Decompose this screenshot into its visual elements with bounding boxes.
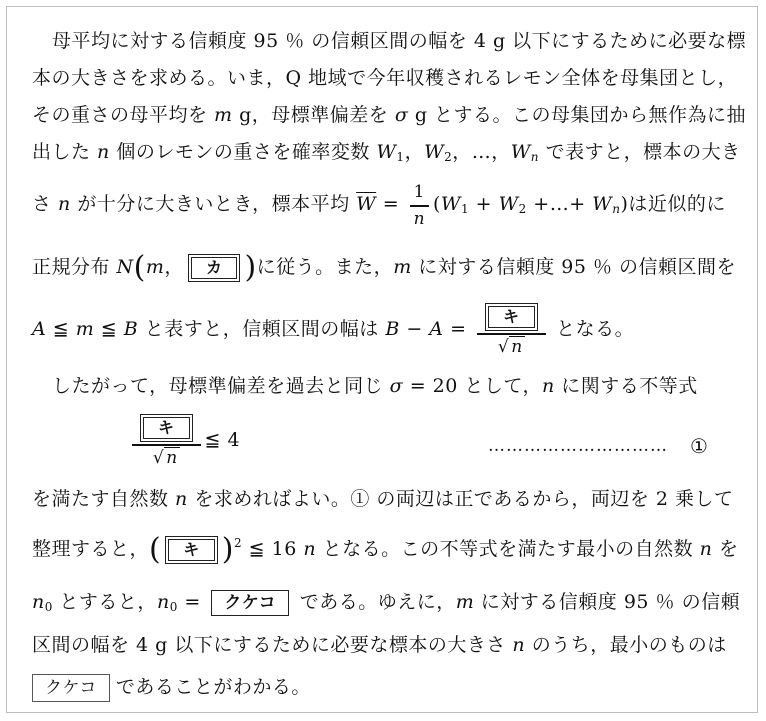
inequality-1: $\frac{\text{キ}}{√ n}$ ≦ 4 bbox=[128, 410, 240, 470]
inequality-fraction: $\frac{\text{キ}}{√ n}$ bbox=[132, 414, 201, 467]
equation-number-1: ① bbox=[690, 434, 708, 458]
text-line-3: その重さの母平均を m g，母標準偏差を σ g とする。この母集団から無作為に抽 bbox=[32, 104, 747, 126]
text-line-13: 区間の幅を 4 g 以下にするために必要な標本の大きさ n のうち，最小のものは bbox=[32, 634, 727, 656]
answer-reference-kukeko: クケコ bbox=[32, 674, 110, 702]
answer-box-ka[interactable]: カ bbox=[188, 254, 241, 282]
answer-box-ki[interactable]: キ bbox=[485, 303, 538, 331]
text-line-4: 出した n 個のレモンの重さを確率変数 $W_1$，$W_2$，…，$W_n$ で表すと，標本の大き bbox=[32, 141, 741, 164]
text-line-2: 本の大きさを求める。いま，Q 地域で今年収穫されるレモン全体を母集団とし， bbox=[32, 67, 738, 89]
sample-mean-symbol: $\overline{W}$ bbox=[356, 193, 377, 215]
text-line-8: したがって，母標準偏差を過去と同じ σ = 20 として，n に関する不等式 bbox=[52, 375, 698, 397]
leader-dots: ………………………… bbox=[488, 436, 668, 456]
text-line-12: $n_0$ とすると，$n_0$ = クケコ である。ゆえに，m に対する信頼度 95 ％ の信頼 bbox=[32, 591, 741, 614]
ki-over-sqrt-n-fraction: $\frac{\text{キ}}{√ n}$ bbox=[477, 303, 546, 356]
text-line-14: クケコ であることがわかる。 bbox=[32, 672, 311, 702]
text-line-5: さ n が十分に大きいとき，標本平均 $\overline{W}$ = $\frac{1}{n}$ ($W_1 + W_2$ +…+ $W_n$)は近似的に bbox=[32, 182, 726, 229]
text-line-11: 整理すると，( キ )$^2$ ≦ 16 n となる。この不等式を満たす最小の自然数 n を bbox=[32, 532, 739, 567]
text-line-1: 母平均に対する信頼度 95 ％ の信頼区間の幅を 4 g 以下にするために必要な標 bbox=[52, 30, 747, 52]
one-over-n-fraction: $\frac{1}{n}$ bbox=[410, 181, 429, 228]
text-line-10: を満たす自然数 n を求めればよい。① の両辺は正であるから，両辺を 2 乗して bbox=[32, 488, 734, 510]
answer-box-kukeko[interactable]: クケコ bbox=[211, 590, 289, 616]
text-line-6: 正規分布 N(m， カ )に従う。また，m に対する信頼度 95 ％ の信頼区間を bbox=[32, 250, 737, 285]
text-line-7: A ≦ m ≦ B と表すと，信頼区間の幅は B − A = $\frac{\text{キ}}{√ n}$ となる。 bbox=[32, 300, 634, 358]
answer-box-ki-3[interactable]: キ bbox=[165, 536, 218, 564]
answer-box-ki-2[interactable]: キ bbox=[140, 414, 193, 442]
